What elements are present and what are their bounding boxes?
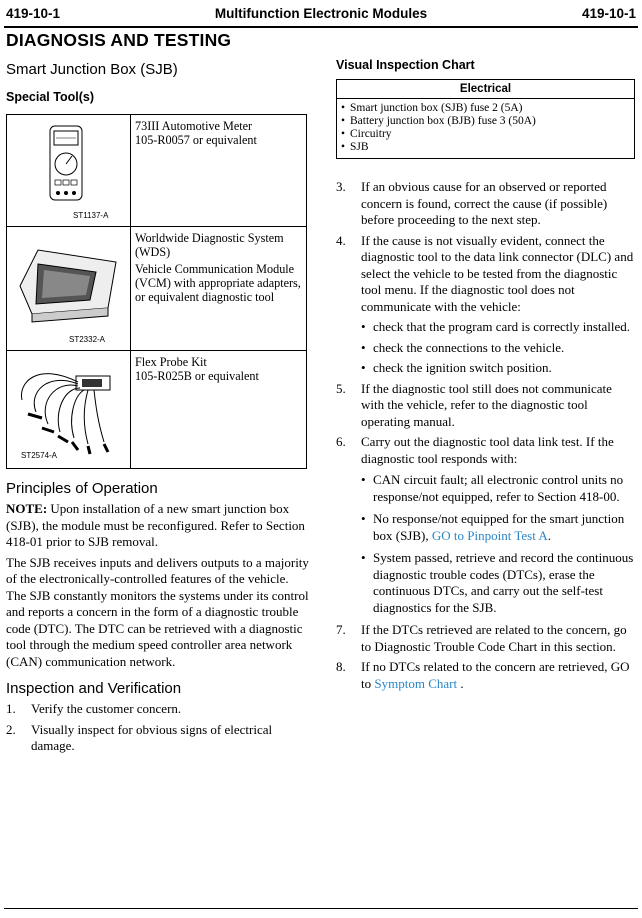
tool-row (7, 115, 307, 227)
note-text: Upon installation of a new smart junction box (SJB), the module must be reconfigured. Refer to Section 418-01 prior to SJB removal. (6, 501, 305, 549)
footer-rule (4, 908, 638, 909)
inspection-steps (6, 701, 309, 755)
tool-row (7, 351, 307, 469)
principles-heading: Principles of Operation (6, 480, 158, 497)
tool-description (131, 351, 307, 469)
section-title: DIAGNOSIS AND TESTING (6, 30, 232, 50)
list-item: 4. If the cause is not visually evident, connect the diagnostic tool to the data link connector (DLC) and select the vehicle to be tested from the diagnostic tool menu. If the diagnostic tool does not communicate with the vehicle: (336, 232, 634, 314)
tool-name: Flex Probe Kit (135, 355, 207, 369)
diagnosis-steps (336, 179, 638, 315)
tool-row (7, 227, 307, 351)
list-item: • CAN circuit fault; all electronic control units no response/not equipped, refer to Section 418-00. (361, 472, 624, 504)
right-column (336, 58, 638, 692)
page-number-right: 419-10-1 (581, 6, 636, 21)
list-item: • check the connections to the vehicle. (361, 339, 565, 355)
pinpoint-test-link[interactable]: GO to Pinpoint Test A (431, 527, 548, 543)
list-item: • check that the program card is correctly installed. (361, 319, 631, 334)
list-item: 1. Verify the customer concern. (6, 701, 182, 716)
tool-image-cell (7, 227, 131, 351)
list-item: 3. If an obvious cause for an observed or reported concern is found, correct the cause (if possible) before proceeding to the next step. (336, 179, 608, 227)
tool-name: 73III Automotive Meter (135, 119, 253, 133)
list-item: 6. Carry out the diagnostic tool data link test. If the diagnostic tool responds with: (336, 434, 614, 466)
diagnosis-steps-cont (336, 381, 638, 468)
tool-name: Worldwide Diagnostic System (WDS) (135, 231, 284, 259)
tool-number: 105-R0057 or equivalent (135, 133, 257, 147)
list-item: • System passed, retrieve and record the continuous diagnostic trouble codes (DTCs), erase the continuous DTCs, and carry out the self-test diagnostics for the SJB. (361, 550, 634, 615)
header-title: Multifunction Electronic Modules (214, 6, 428, 21)
visual-chart-heading: Visual Inspection Chart (336, 58, 475, 72)
left-column (6, 30, 309, 755)
step-4-bullets (336, 319, 638, 377)
principles-note (6, 501, 309, 551)
tool-image-cell (7, 115, 131, 227)
tool-description (131, 115, 307, 227)
principles-paragraph: The SJB receives inputs and delivers outputs to a majority of the electronically-controlled features of the vehicle. The SJB constantly monitors the systems under its control and reports a concern in the form of a diagnostic trouble code (DTC). The DTC can be retrieved with a diagnostic tool through the medium speed controller area network (CAN) communication network. (6, 554, 309, 669)
tool-image-code: ST2332-A (69, 335, 106, 344)
symptom-chart-link[interactable]: Symptom Chart (374, 675, 458, 691)
diagnosis-steps-end (336, 622, 638, 692)
note-label: NOTE: (6, 501, 48, 516)
tool-image-code: ST2574-A (21, 451, 58, 460)
tool-detail: Vehicle Communication Module (VCM) with appropriate adapters, or equivalent diagnostic tool (135, 262, 301, 304)
header-rule (4, 26, 638, 28)
list-item: 5. If the diagnostic tool still does not communicate with the vehicle, refer to the diagnostic tool operating manual. (336, 380, 612, 429)
flex-probe-kit-icon (8, 352, 129, 464)
page-header (4, 6, 638, 24)
list-item: • Circuitry (341, 128, 392, 140)
tool-number: 105-R025B or equivalent (135, 369, 259, 383)
list-item: • No response/not equipped for the smart junction box (SJB), GO to Pinpoint Test A. (361, 511, 625, 543)
inspection-heading: Inspection and Verification (6, 680, 182, 697)
special-tools-heading: Special Tool(s) (6, 90, 94, 104)
page-number-left: 419-10-1 (6, 6, 61, 21)
tool-description (131, 227, 307, 351)
list-item: • Battery junction box (BJB) fuse 3 (50A) (341, 115, 536, 127)
chart-column-header: Electrical (337, 80, 635, 99)
special-tools-table (6, 114, 307, 469)
step-6-bullets (336, 472, 638, 616)
visual-inspection-chart (336, 79, 635, 159)
list-item: • check the ignition switch position. (361, 360, 552, 375)
list-item: 7. If the DTCs retrieved are related to the concern, go to Diagnostic Trouble Code Chart in this section. (336, 622, 627, 654)
diagnostic-system-icon (8, 228, 129, 346)
tool-image-cell (7, 351, 131, 469)
list-item: • SJB (341, 141, 369, 153)
multimeter-icon (8, 116, 129, 222)
list-item: • Smart junction box (SJB) fuse 2 (5A) (341, 102, 523, 114)
list-item: 2. Visually inspect for obvious signs of electrical damage. (6, 721, 273, 753)
subsection-title: Smart Junction Box (SJB) (6, 61, 178, 78)
chart-cell (337, 99, 635, 159)
tool-image-code: ST1137-A (73, 211, 109, 220)
list-item: 8. If no DTCs related to the concern are retrieved, GO to Symptom Chart . (336, 659, 630, 691)
